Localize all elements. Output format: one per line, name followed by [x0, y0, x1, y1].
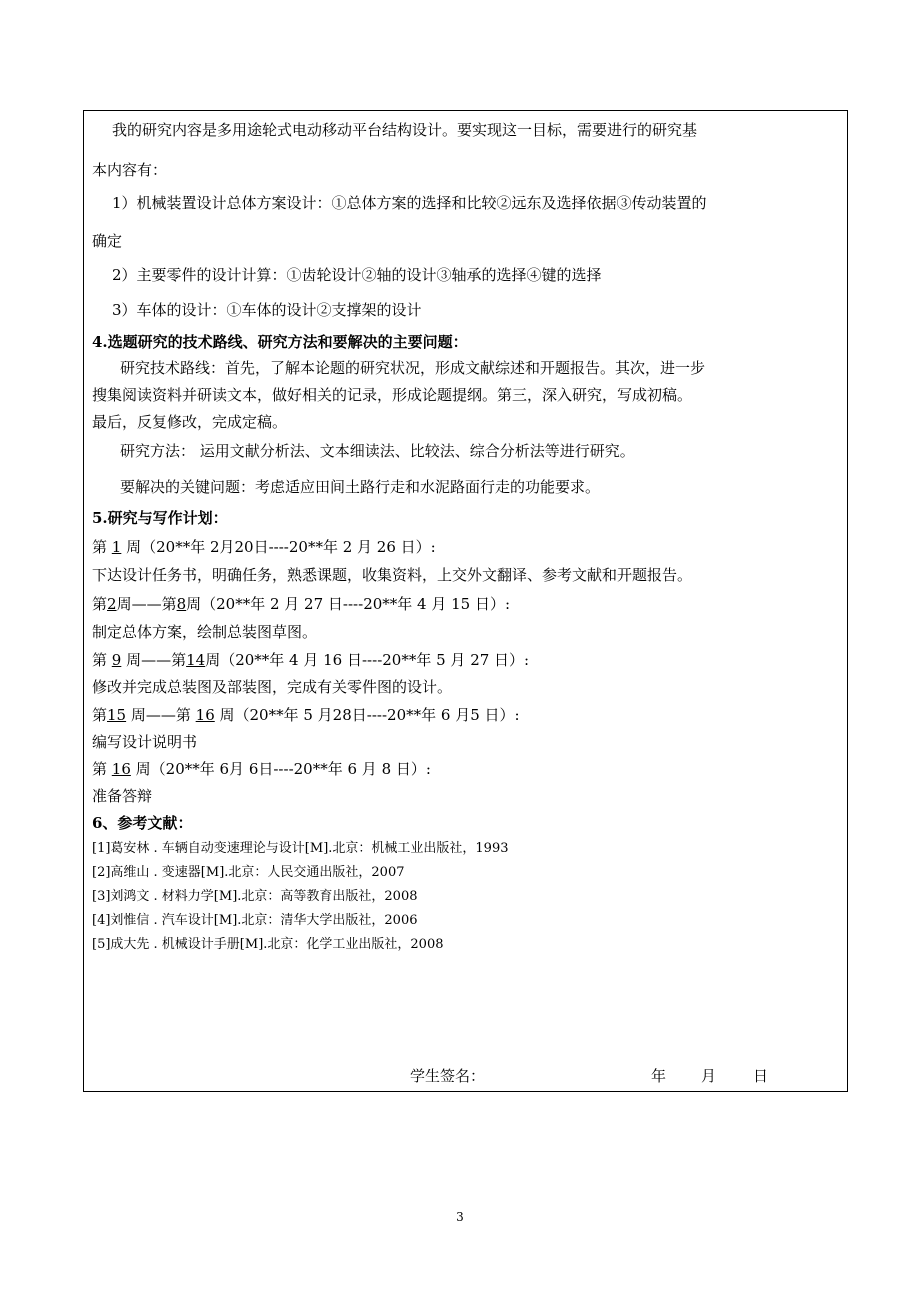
plan-week-start: 16 — [111, 760, 131, 778]
page-number: 3 — [456, 1210, 464, 1224]
signature-year: 年 — [651, 1067, 667, 1085]
plan-week-mid: 周 — [130, 760, 151, 778]
plan-week-end: 8 — [176, 595, 187, 613]
item-3: 3）车体的设计：①车体的设计②支撑架的设计 — [112, 301, 422, 319]
signature-day: 日 — [753, 1067, 769, 1085]
plan-week-dates: （20**年 2月20日----20**年 2 月 26 日）: — [141, 538, 436, 556]
item-2: 2）主要零件的设计计算：①齿轮设计②轴的设计③轴承的选择④键的选择 — [112, 266, 602, 284]
plan-task: 编写设计说明书 — [92, 733, 198, 751]
section-6-heading: 6、参考文献： — [92, 814, 193, 832]
intro-line-1: 我的研究内容是多用途轮式电动移动平台结构设计。要实现这一目标，需要进行的研究基 — [112, 121, 698, 139]
plan-week-dates: 周（20**年 5 月28日----20**年 6 月5 日）: — [214, 706, 520, 724]
section-4-heading: 4.选题研究的技术路线、研究方法和要解决的主要问题： — [92, 333, 468, 351]
plan-week-prefix: 第 — [92, 538, 112, 556]
plan-week-start: 1 — [111, 538, 122, 556]
plan-week-line — [92, 759, 431, 779]
plan-week-mid: 周——第 — [126, 706, 196, 724]
plan-week-dates: 周（20**年 4 月 16 日----20**年 5 月 27 日）: — [205, 651, 530, 669]
plan-week-prefix: 第 — [92, 595, 108, 613]
plan-task: 下达设计任务书，明确任务，熟悉课题，收集资料，上交外文翻译、参考文献和开题报告。 — [92, 566, 693, 584]
reference-item: [5]成大先 . 机械设计手册[M].北京：化学工业出版社，2008 — [92, 937, 444, 952]
plan-week-start: 9 — [111, 651, 122, 669]
section-5-heading: 5.研究与写作计划： — [92, 509, 228, 527]
route-line-1: 研究技术路线：首先，了解本论题的研究状况，形成文献综述和开题报告。其次，进一步 — [120, 359, 706, 377]
reference-item: [4]刘惟信 . 汽车设计[M].北京：清华大学出版社，2006 — [92, 913, 418, 928]
key-problems: 要解决的关键问题：考虑适应田间土路行走和水泥路面行走的功能要求。 — [120, 478, 601, 496]
plan-task: 制定总体方案，绘制总装图草图。 — [92, 623, 318, 641]
signature-label: 学生签名： — [410, 1067, 486, 1085]
plan-week-line — [92, 650, 529, 670]
plan-week-mid: 周——第 — [121, 651, 187, 669]
plan-week-line — [92, 537, 436, 557]
plan-week-dates: （20**年 6月 6日----20**年 6 月 8 日）: — [150, 760, 431, 778]
reference-item: [2]高维山 . 变速器[M].北京：人民交通出版社，2007 — [92, 865, 405, 880]
plan-week-prefix: 第 — [92, 706, 108, 724]
plan-week-mid: 周 — [121, 538, 142, 556]
plan-week-line — [92, 705, 520, 725]
plan-week-prefix: 第 — [92, 760, 112, 778]
plan-week-start: 2 — [107, 595, 117, 613]
plan-week-prefix: 第 — [92, 651, 112, 669]
plan-task: 修改并完成总装图及部装图，完成有关零件图的设计。 — [92, 678, 453, 696]
plan-week-start: 15 — [107, 706, 127, 724]
plan-week-end: 14 — [186, 651, 206, 669]
plan-task: 准备答辩 — [92, 787, 153, 805]
plan-week-mid: 周——第 — [116, 595, 177, 613]
plan-week-dates: 周（20**年 2 月 27 日----20**年 4 月 15 日）: — [186, 595, 511, 613]
plan-week-end: 16 — [195, 706, 215, 724]
reference-item: [3]刘鸿文 . 材料力学[M].北京：高等教育出版社，2008 — [92, 889, 418, 904]
intro-line-2: 本内容有： — [92, 161, 168, 179]
item-1-line-1: 1）机械装置设计总体方案设计：①总体方案的选择和比较②远东及选择依据③传动装置的 — [112, 194, 707, 212]
route-line-3: 最后，反复修改，完成定稿。 — [92, 413, 288, 431]
plan-week-line — [92, 594, 510, 614]
research-methods: 研究方法： 运用文献分析法、文本细读法、比较法、综合分析法等进行研究。 — [120, 442, 635, 460]
route-line-2: 搜集阅读资料并研读文本，做好相关的记录，形成论题提纲。第三，深入研究，写成初稿。 — [92, 386, 693, 404]
item-1-line-2: 确定 — [92, 232, 123, 250]
signature-month: 月 — [701, 1067, 717, 1085]
reference-item: [1]葛安林 . 车辆自动变速理论与设计[M].北京：机械工业出版社，1993 — [92, 841, 509, 856]
